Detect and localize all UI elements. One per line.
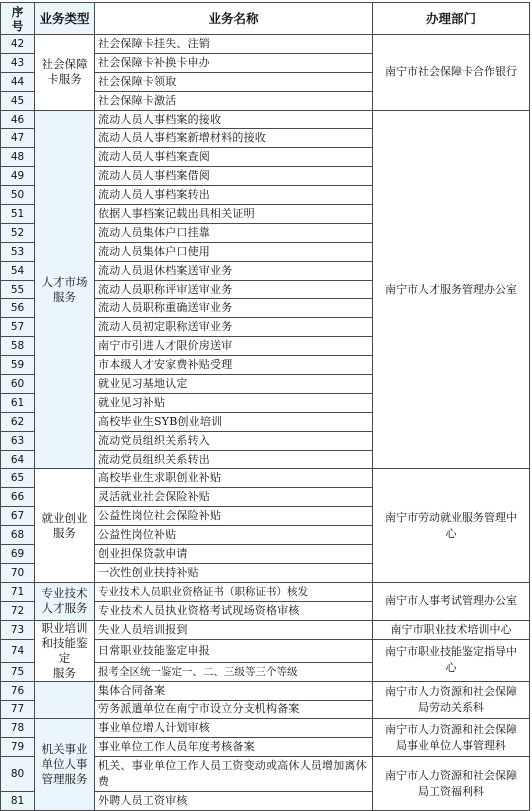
row-num: 42 (1, 35, 35, 54)
row-num: 79 (1, 738, 35, 757)
row-num: 44 (1, 72, 35, 91)
service-name: 流动人员人事档案新增材料的接收 (95, 129, 373, 148)
business-type-cell (35, 620, 95, 681)
table-row (1, 719, 530, 738)
department-cell: 南宁市人事考试管理办公室 (373, 582, 530, 620)
row-num: 75 (1, 662, 35, 681)
row-num: 61 (1, 393, 35, 412)
header-name: 业务名称 (95, 3, 373, 35)
table-row (1, 681, 530, 700)
service-name: 公益性岗位补贴 (95, 526, 373, 545)
header-serial-label: 序 号 (11, 4, 24, 33)
row-num: 72 (1, 601, 35, 620)
business-type-label: 职业培训 和技能鉴定 服务 (41, 620, 88, 680)
department-cell: 南宁市人才服务管理办公室 (373, 110, 530, 469)
row-num: 52 (1, 223, 35, 242)
service-name: 事业单位工作人员年度考核备案 (95, 738, 373, 757)
service-name: 流动人员人事档案查阅 (95, 148, 373, 167)
row-num: 76 (1, 681, 35, 700)
row-num: 56 (1, 299, 35, 318)
row-num: 66 (1, 488, 35, 507)
service-name: 日常职业技能鉴定申报 (95, 639, 373, 662)
service-name: 失业人员培训报到 (95, 620, 373, 639)
table-row (1, 620, 530, 639)
row-num: 55 (1, 280, 35, 299)
department-cell (373, 639, 530, 681)
row-num: 54 (1, 261, 35, 280)
row-num: 43 (1, 53, 35, 72)
header-row (1, 3, 530, 35)
table-row (1, 582, 530, 601)
service-name: 依据人事档案记载出具相关证明 (95, 205, 373, 224)
business-type-cell (35, 681, 95, 719)
row-num: 53 (1, 242, 35, 261)
row-num: 50 (1, 186, 35, 205)
service-name: 报考全区统一鉴定一、二、三级等三个等级 (95, 662, 373, 681)
row-num: 62 (1, 412, 35, 431)
service-name: 流动党员组织关系转入 (95, 431, 373, 450)
service-name: 机关、事业单位工作人员工资变动或高休人员增加离休费 (95, 757, 373, 792)
service-name: 灵活就业社会保险补贴 (95, 488, 373, 507)
row-num: 73 (1, 620, 35, 639)
service-name: 流动人员集体户口挂靠 (95, 223, 373, 242)
row-num: 59 (1, 356, 35, 375)
business-type-cell (35, 719, 95, 811)
row-num: 64 (1, 450, 35, 469)
row-num: 46 (1, 110, 35, 129)
service-name: 集体合同备案 (95, 681, 373, 700)
header-dept: 办理部门 (373, 3, 530, 35)
table-row (1, 110, 530, 129)
business-type-cell (35, 582, 95, 620)
row-num: 69 (1, 545, 35, 564)
service-name: 流动人员人事档案转出 (95, 186, 373, 205)
department-cell (373, 469, 530, 582)
row-num: 68 (1, 526, 35, 545)
service-name: 高校毕业生求职创业补贴 (95, 469, 373, 488)
service-name: 外聘人员工资审核 (95, 792, 373, 811)
row-num: 77 (1, 700, 35, 719)
row-num: 47 (1, 129, 35, 148)
row-num: 78 (1, 719, 35, 738)
row-num: 45 (1, 91, 35, 110)
row-num: 57 (1, 318, 35, 337)
service-name: 公益性岗位社会保险补贴 (95, 507, 373, 526)
row-num: 63 (1, 431, 35, 450)
service-name: 流动人员初定职称送审业务 (95, 318, 373, 337)
row-num: 51 (1, 205, 35, 224)
department-cell: 南宁市职业技术培训中心 (373, 620, 530, 639)
row-num: 48 (1, 148, 35, 167)
header-serial (1, 3, 35, 35)
row-num: 49 (1, 167, 35, 186)
department-cell (373, 719, 530, 757)
service-name: 流动党员组织关系转出 (95, 450, 373, 469)
row-num: 60 (1, 375, 35, 394)
service-name: 流动人员人事档案的接收 (95, 110, 373, 129)
department-cell (373, 681, 530, 719)
business-type-label: 人才市场 服务 (41, 274, 88, 304)
service-name: 南宁市引进人才限价房送审 (95, 337, 373, 356)
row-num: 74 (1, 639, 35, 662)
service-table (0, 2, 530, 811)
service-name: 专业技术人员职业资格证书（职称证书）核发 (95, 582, 373, 601)
row-num: 71 (1, 582, 35, 601)
row-num: 58 (1, 337, 35, 356)
service-name: 社会保障卡领取 (95, 72, 373, 91)
business-type-label: 社会保障 卡服务 (41, 57, 88, 87)
table-row (1, 469, 530, 488)
row-num: 70 (1, 563, 35, 582)
service-name: 社会保障卡补换卡申办 (95, 53, 373, 72)
row-num: 67 (1, 507, 35, 526)
row-num: 81 (1, 792, 35, 811)
table-row (1, 35, 530, 54)
department-label: 南宁市人力资源和社会保障 局事业单位人事管理科 (385, 722, 517, 752)
service-name: 流动人员集体户口使用 (95, 242, 373, 261)
row-num: 80 (1, 757, 35, 792)
service-name: 流动人员职称评审送审业务 (95, 280, 373, 299)
business-type-cell (35, 469, 95, 582)
header-type: 业务类型 (35, 3, 95, 35)
business-type-cell (35, 110, 95, 469)
service-name: 事业单位增人计划审核 (95, 719, 373, 738)
department-label: 南宁市人力资源和社会保障 局工资福利科 (385, 768, 517, 798)
business-type-label: 专业技术 人才服务 (41, 586, 88, 616)
row-num: 65 (1, 469, 35, 488)
business-type-label: 机关事业 单位人事 管理服务 (41, 742, 88, 787)
service-name: 创业担保贷款申请 (95, 545, 373, 564)
department-label: 南宁市劳动就业服务管理中 心 (385, 510, 517, 540)
service-name: 社会保障卡激活 (95, 91, 373, 110)
service-name: 就业见习基地认定 (95, 375, 373, 394)
service-name: 高校毕业生SYB创业培训 (95, 412, 373, 431)
service-name: 劳务派遣单位在南宁市设立分支机构备案 (95, 700, 373, 719)
service-name: 流动人员退休档案送审业务 (95, 261, 373, 280)
business-type-label: 就业创业 服务 (41, 510, 88, 540)
department-cell (373, 757, 530, 811)
department-cell: 南宁市社会保障卡合作银行 (373, 35, 530, 111)
department-label: 南宁市职业技能鉴定指导中 心 (385, 645, 517, 675)
service-name: 流动人员人事档案借阅 (95, 167, 373, 186)
business-type-cell (35, 35, 95, 111)
service-name: 就业见习补贴 (95, 393, 373, 412)
service-name: 市本级人才安家费补贴受理 (95, 356, 373, 375)
service-name: 流动人员职称重确送审业务 (95, 299, 373, 318)
department-label: 南宁市人力资源和社会保障 局劳动关系科 (385, 685, 517, 714)
service-name: 专业技术人员执业资格考试现场资格审核 (95, 601, 373, 620)
service-name: 社会保障卡挂失、注销 (95, 35, 373, 54)
service-name: 一次性创业扶持补贴 (95, 563, 373, 582)
